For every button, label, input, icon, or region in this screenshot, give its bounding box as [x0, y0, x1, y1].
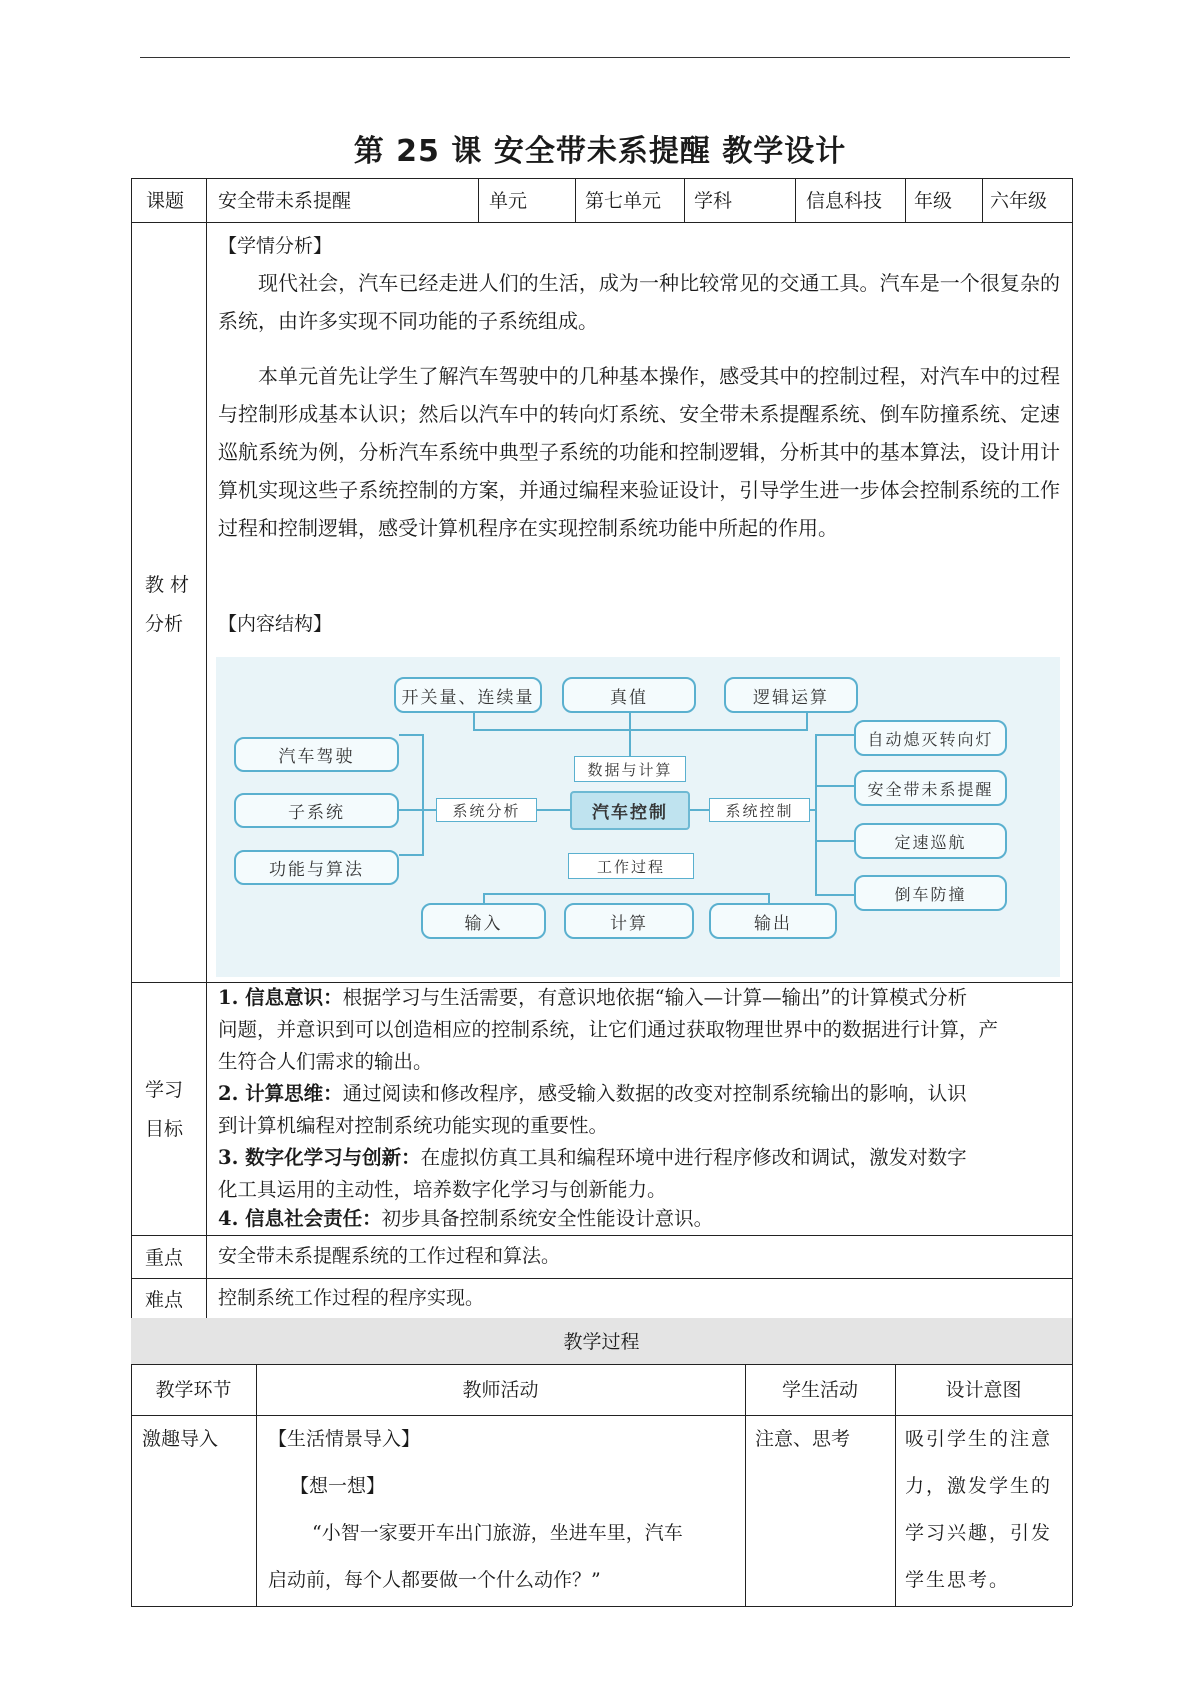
node-system-analysis: 系统分析: [436, 798, 537, 822]
table-col-line: [684, 178, 685, 222]
goal-item-1: [218, 982, 1068, 1078]
header-teacher: 教师活动: [462, 1379, 539, 1401]
section-heading-structure: 【内容结构】: [218, 613, 333, 635]
page-title: 第 25 课 安全带未系提醒 教学设计: [353, 134, 847, 169]
goal-item-3: [218, 1142, 1068, 1206]
intent-line-1: 吸引学生的注意: [905, 1428, 1053, 1450]
analysis-paragraph-2: 本单元首先让学生了解汽车驾驶中的几种基本操作，感受其中的控制过程，对汽车中的过程与控制形成基本认识；然后以汽车中的转向灯系统、安全带未系提醒系统、倒车防撞系统、定速巡航系统为例，分析汽车系统中典型子系统的功能和控制逻辑，分析其中的基本算法，设计用计算机实现这些子系统控制的方案，并通过编程来验证设计，引导学生进一步体会控制系统的工作过程和控制逻辑，感受计算机程序在实现控制系统功能中所起的作用。: [218, 364, 1060, 540]
goal-head: 2. 计算思维：: [218, 1082, 343, 1105]
goal-text: 根据学习与生活需要，有意识地依据“输入—计算—输出”的计算模式分析: [342, 986, 968, 1009]
goal-head: 1. 信息意识：: [218, 986, 343, 1009]
node-subsystem: 子系统: [234, 793, 399, 828]
goal-text: 化工具运用的主动性，培养数字化学习与创新能力。: [218, 1178, 667, 1201]
stage-cell: 激趣导入: [142, 1428, 219, 1450]
subject-value: 信息科技: [806, 190, 883, 212]
difficulty-label: 难点: [145, 1289, 184, 1311]
intent-line-2: 力，激发学生的: [905, 1475, 1053, 1497]
goals-label-1: 学习: [145, 1079, 184, 1101]
goal-head: 3. 数字化学习与创新：: [218, 1146, 421, 1169]
subject-label: 学科: [694, 190, 733, 212]
node-compute: 计算: [564, 903, 694, 939]
grade-label: 年级: [914, 190, 953, 212]
student-cell: 注意、思考: [755, 1428, 851, 1450]
header-intent: 设计意图: [945, 1379, 1022, 1401]
key-point-value: 安全带未系提醒系统的工作过程和算法。: [218, 1245, 561, 1267]
node-car-control: 汽车控制: [570, 791, 690, 830]
material-label-1: 教 材: [145, 574, 190, 596]
header-rule: [140, 57, 1070, 58]
difficulty-value: 控制系统工作过程的程序实现。: [218, 1287, 485, 1309]
table-row-line: [131, 222, 1072, 223]
header-student: 学生活动: [781, 1379, 858, 1401]
table-col-line: [982, 178, 983, 222]
node-input: 输入: [421, 903, 546, 939]
table-col-line: [206, 178, 207, 1318]
teacher-line-4: 启动前，每个人都要做一个什么动作？”: [268, 1569, 601, 1591]
analysis-paragraph-1: 现代社会，汽车已经走进人们的生活，成为一种比较常见的交通工具。汽车是一个很复杂的系统，由许多实现不同功能的子系统组成。: [218, 271, 1060, 333]
table-col-line: [795, 178, 796, 222]
node-reverse-collision: 倒车防撞: [854, 875, 1007, 911]
process-title: 教学过程: [563, 1331, 640, 1353]
goal-text: 到计算机编程对控制系统功能实现的重要性。: [218, 1114, 609, 1137]
table-col-line: [575, 178, 576, 222]
grade-value: 六年级: [990, 190, 1048, 212]
goal-text: 在虚拟仿真工具和编程环境中进行程序修改和调试，激发对数字: [420, 1146, 967, 1169]
intent-line-3: 学习兴趣，引发: [905, 1522, 1053, 1544]
node-truth-value: 真值: [562, 677, 696, 713]
unit-label: 单元: [489, 190, 528, 212]
teacher-line-2: 【想一想】: [290, 1475, 386, 1497]
node-data-calc: 数据与计算: [574, 756, 686, 782]
table-col-line: [905, 178, 906, 222]
node-cruise-control: 定速巡航: [854, 823, 1007, 859]
node-seatbelt-reminder: 安全带未系提醒: [854, 770, 1007, 806]
goal-head: 4. 信息社会责任：: [218, 1207, 382, 1230]
node-system-control: 系统控制: [709, 798, 810, 822]
node-auto-turn-signal: 自动熄灭转向灯: [854, 720, 1007, 756]
unit-value: 第七单元: [585, 190, 662, 212]
node-switch-continuous: 开关量、连续量: [394, 677, 542, 713]
goals-label-2: 目标: [145, 1118, 184, 1140]
goal-text: 通过阅读和修改程序，感受输入数据的改变对控制系统输出的影响，认识: [342, 1082, 967, 1105]
topic-value: 安全带未系提醒: [218, 190, 352, 212]
section-heading-analysis: 【学情分析】: [218, 235, 333, 257]
goal-text: 问题，并意识到可以创造相应的控制系统，让它们通过获取物理世界中的数据进行计算，产: [218, 1018, 999, 1041]
goal-text: 初步具备控制系统安全性能设计意识。: [381, 1207, 714, 1230]
table-col-line: [478, 178, 479, 222]
process-row-line: [131, 1364, 1072, 1365]
intent-line-4: 学生思考。: [905, 1569, 1011, 1591]
key-point-label: 重点: [145, 1247, 184, 1269]
header-stage: 教学环节: [155, 1379, 232, 1401]
node-function-algorithm: 功能与算法: [234, 850, 399, 885]
node-car-driving: 汽车驾驶: [234, 737, 399, 772]
topic-label: 课题: [146, 190, 185, 212]
table-row-line: [131, 1278, 1072, 1279]
teacher-line-1: 【生活情景导入】: [268, 1428, 421, 1450]
process-row-line: [131, 1415, 1072, 1416]
teacher-line-3: “小智一家要开车出门旅游，坐进车里，汽车: [312, 1522, 683, 1544]
material-label-2: 分析: [145, 613, 184, 635]
node-logic-operation: 逻辑运算: [724, 677, 858, 713]
table-row-line: [131, 1235, 1072, 1236]
structure-diagram: [216, 657, 1060, 977]
table-border-right: [1072, 178, 1073, 1606]
process-bottom-line: [131, 1606, 1072, 1607]
node-output: 输出: [709, 903, 837, 939]
table-border-top: [131, 178, 1072, 179]
goal-item-4: [218, 1203, 1068, 1235]
goal-text: 生符合人们需求的输出。: [218, 1050, 433, 1073]
node-work-process: 工作过程: [568, 853, 694, 879]
goal-item-2: [218, 1078, 1068, 1142]
